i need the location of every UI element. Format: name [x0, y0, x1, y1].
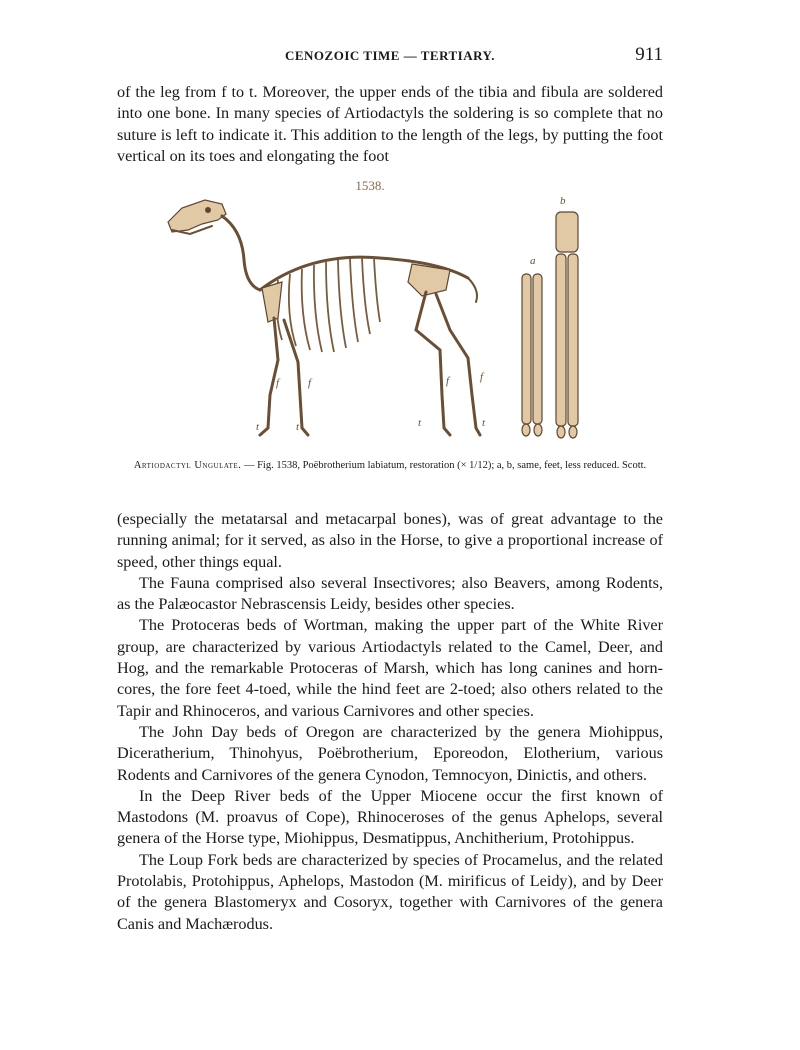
pelvis: [408, 264, 450, 296]
paragraph: In the Deep River beds of the Upper Miocene occur the first known of Mastodons (M. proavus of Cope), Rhinoceroses of the genus Aphelops, several genera of the Horse type, Miohippus, Desmatippus, Anchitherium, Protohippus.: [117, 786, 663, 848]
label-f-hind-far: f: [480, 371, 484, 383]
top-paragraph: [117, 82, 663, 167]
eye-socket: [205, 207, 211, 213]
paragraph: (especially the metatarsal and metacarpal bones), was of great advantage to the running animal; for it served, as also in the Horse, to give a proportional increase of speed, other things equal.: [117, 510, 663, 571]
label-f-fore-far: f: [308, 377, 312, 389]
caption-text: Fig. 1538, Poëbrotherium labiatum, restoration (× 1/12); a, b, same, feet, less reduced. Scott.: [257, 460, 647, 471]
label-b: b: [560, 195, 566, 207]
label-f-hind-near: f: [446, 375, 450, 387]
page-header: [117, 44, 663, 68]
figure-caption: [117, 458, 663, 473]
skull: [168, 200, 226, 232]
label-f-fore-near: f: [276, 377, 280, 389]
label-t-fore-far: t: [296, 421, 300, 433]
paragraph: The Protoceras beds of Wortman, making the upper part of the White River group, are characterized by various Artiodactyls related to the Camel, Deer, and Hog, and the remarkable Protoceras of Marsh, which has long canines and horn-cores, the fore feet 4-toed, while the hind feet are 2-toed; also others related to the Tapir and Rhinoceros, and various Carnivores and other species.: [117, 616, 663, 720]
running-title: CENOZOIC TIME — TERTIARY.: [284, 48, 495, 63]
fore-leg-far: [284, 320, 308, 435]
paragraph: of the leg from f to t. Moreover, the upper ends of the tibia and fibula are soldered into one bone. In many species of Artiodactyls the soldering is so complete that no suture is left to indicate it. This addition to the length of the legs, by putting the foot vertical on its toes and elongating the foot: [117, 83, 663, 165]
paragraph: The Fauna comprised also several Insectivores; also Beavers, among Rodents, as the Palæocastor Nebrascensis Leidy, besides other species.: [117, 573, 663, 614]
caption-dash: —: [241, 460, 258, 471]
label-t-hind-near: t: [418, 417, 422, 429]
label-t-hind-far: t: [482, 417, 486, 429]
scapula: [262, 282, 282, 322]
paragraph: The Loup Fork beds are characterized by species of Procamelus, and the related Protolabis, Protohippus, Aphelops, Mastodon (M. mirificus of Leidy), and by Deer of the genera Blastomeryx and Cosoryx, together with Carnivores of the genera Canis and Machærodus.: [117, 850, 663, 933]
paragraph: The John Day beds of Oregon are characterized by the genera Miohippus, Diceratherium, Thinohyus, Poëbrotherium, Eporeodon, Elotherium, various Rodents and Carnivores of the genera Cynodon, Temnocyon, Dinictis, and others.: [117, 722, 663, 784]
foot-b: [556, 212, 578, 438]
foot-a: [522, 274, 542, 436]
figure-number: 1538.: [355, 178, 385, 193]
page-number: 911: [635, 44, 663, 65]
neck-vertebrae: [222, 216, 260, 290]
body-text: [117, 509, 663, 935]
label-t-fore-near: t: [256, 421, 260, 433]
label-a: a: [530, 255, 536, 267]
tail: [468, 278, 477, 302]
skeleton-figure: [150, 190, 610, 445]
caption-lead: Artiodactyl Ungulate.: [133, 460, 242, 471]
